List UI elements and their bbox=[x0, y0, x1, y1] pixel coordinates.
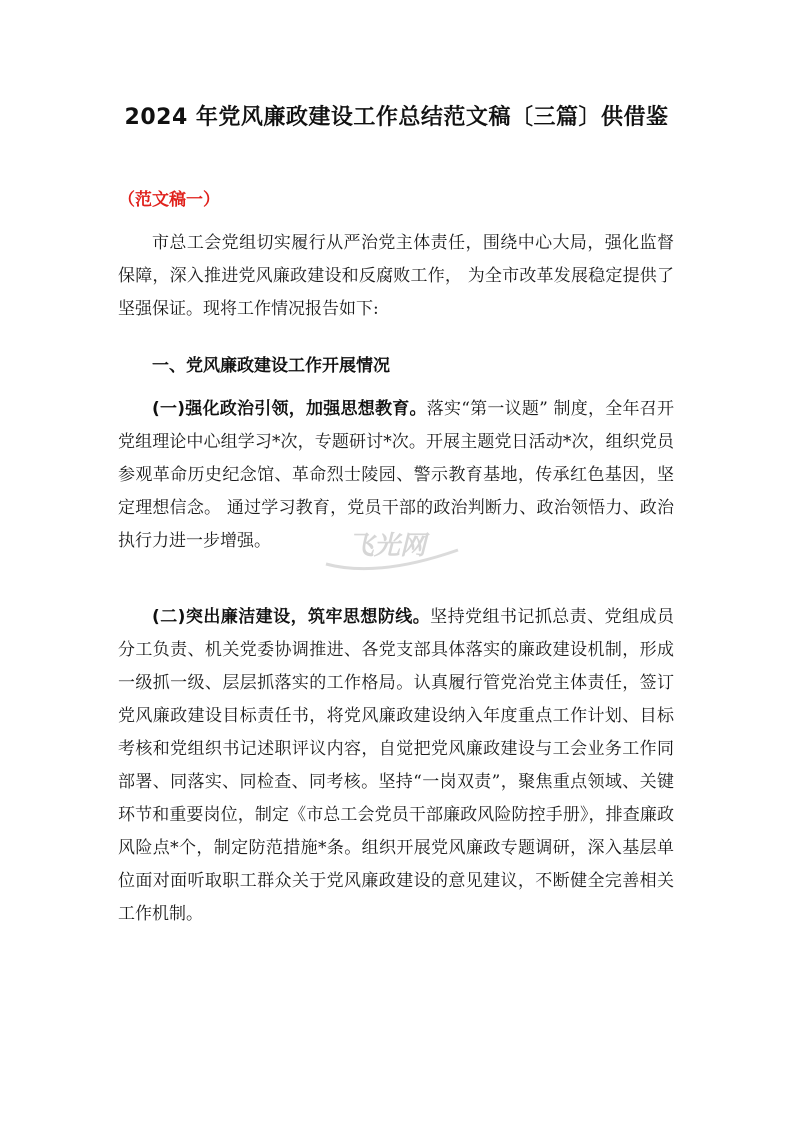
paragraph-one bbox=[118, 393, 674, 558]
watermark-text: 飞光网 bbox=[348, 531, 427, 561]
document-title: 2024 年党风廉政建设工作总结范文稿〔三篇〕供借鉴 bbox=[124, 105, 669, 130]
paragraph-two-lead: (二)突出廉洁建设，筑牢思想防线。 bbox=[152, 607, 431, 627]
paragraph-two bbox=[118, 601, 674, 931]
paragraph-one-lead: (一)强化政治引领，加强思想教育。 bbox=[152, 399, 427, 419]
section-heading: 一、党风廉政建设工作开展情况 bbox=[152, 356, 390, 376]
paragraph-one-text: 落实“第一议题” 制度，全年召开党组理论中心组学习*次，专题研讨*次。开展主题党日活动*次，组织党员参观革命历史纪念馆、革命烈士陵园、警示教育基地，传承红色基因，坚定理想信念。 通过学习教育，党员干部的政治判断力、政治领悟力、政治执行力进一步增强。 bbox=[118, 399, 674, 551]
paragraph-two-text: 坚持党组书记抓总责、党组成员分工负责、机关党委协调推进、各党支部具体落实的廉政建设机制，形成一级抓一级、层层抓落实的工作格局。认真履行管党治党主体责任，签订党风廉政建设目标责任书，将党风廉政建设纳入年度重点工作计划、目标考核和党组织书记述职评议内容，自觉把党风廉政建设与工会业务工作同部署、同落实、同检查、同考核。坚持“一岗双责”，聚焦重点领域、关键环节和重要岗位，制定《市总工会党员干部廉政风险防控手册》，排查廉政风险点*个，制定防范措施*条。组织开展党风廉政专题调研，深入基层单位面对面听取职工群众关于党风廉政建设的意见建议，不断健全完善相关工作机制。 bbox=[118, 607, 675, 924]
section-label: （范文稿一） bbox=[118, 190, 220, 210]
intro-paragraph: 市总工会党组切实履行从严治党主体责任，围绕中心大局，强化监督保障，深入推进党风廉政建设和反腐败工作， 为全市改革发展稳定提供了坚强保证。现将工作情况报告如下: bbox=[118, 233, 674, 319]
